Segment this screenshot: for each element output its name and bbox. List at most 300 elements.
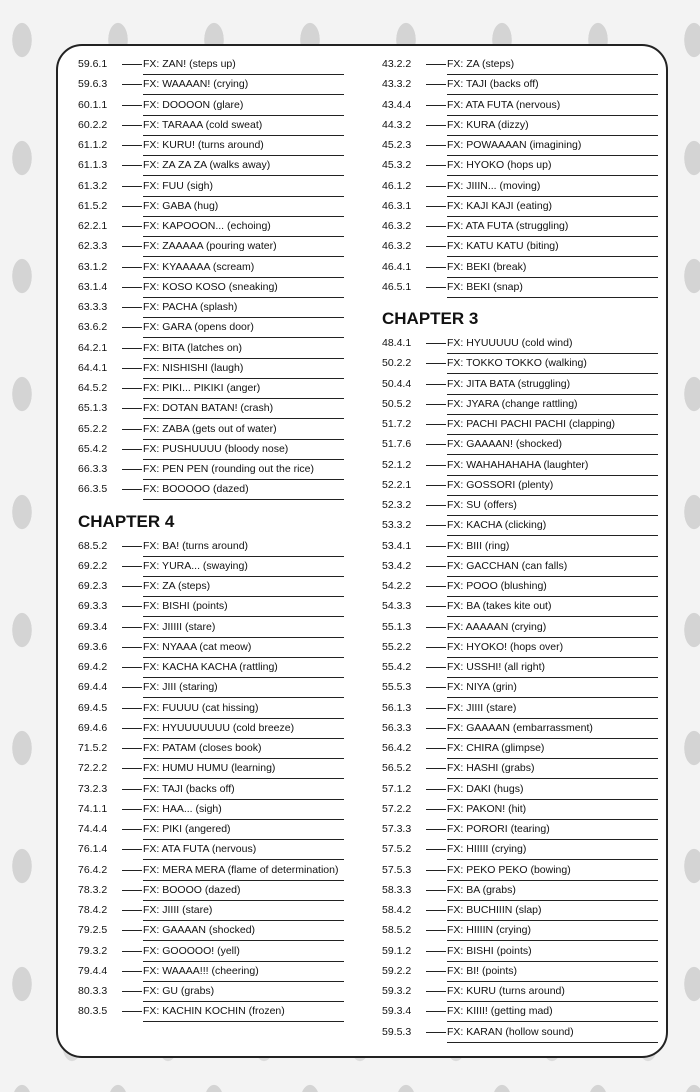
page-panel-code: 79.4.4 bbox=[78, 964, 108, 977]
leader-line bbox=[122, 388, 142, 389]
leader-line bbox=[426, 546, 446, 547]
sfx-translation: FX: DOTAN BATAN! (crash) bbox=[143, 402, 344, 419]
sfx-translation: FX: KYAAAAA (scream) bbox=[143, 261, 344, 278]
page-panel-code: 69.3.4 bbox=[78, 620, 108, 633]
list-item bbox=[382, 760, 658, 780]
sfx-translation: FX: GOOOOO! (yell) bbox=[143, 945, 344, 962]
sfx-translation: FX: HIIIII (crying) bbox=[447, 843, 658, 860]
leader-line bbox=[122, 408, 142, 409]
leader-line bbox=[426, 525, 446, 526]
list-item bbox=[382, 416, 658, 436]
list-item bbox=[382, 279, 658, 299]
page-panel-code: 46.3.1 bbox=[382, 199, 412, 212]
page-panel-code: 59.3.4 bbox=[382, 1005, 412, 1018]
leader-line bbox=[426, 789, 446, 790]
list-item bbox=[78, 380, 344, 400]
leader-line bbox=[122, 165, 142, 166]
list-item bbox=[382, 497, 658, 517]
list-item bbox=[382, 619, 658, 639]
sfx-translation: FX: JIIIII (stare) bbox=[143, 621, 344, 638]
sfx-translation: FX: GAAAAN! (shocked) bbox=[447, 438, 658, 455]
page-panel-code: 65.4.2 bbox=[78, 442, 108, 455]
leader-line bbox=[122, 327, 142, 328]
sfx-translation: FX: BITA (latches on) bbox=[143, 342, 344, 359]
leader-line bbox=[426, 748, 446, 749]
list-item bbox=[78, 319, 344, 339]
list-item bbox=[382, 157, 658, 177]
page-panel-code: 46.1.2 bbox=[382, 179, 412, 192]
leader-line bbox=[426, 606, 446, 607]
entry-group bbox=[78, 56, 344, 502]
sfx-translation: FX: KURA (dizzy) bbox=[447, 119, 658, 136]
leader-line bbox=[426, 829, 446, 830]
leader-line bbox=[122, 971, 142, 972]
sfx-translation: FX: BOOOOO (dazed) bbox=[143, 483, 344, 500]
leader-line bbox=[122, 84, 142, 85]
leader-line bbox=[426, 64, 446, 65]
sfx-translation: FX: USSHI! (all right) bbox=[447, 661, 658, 678]
leader-line bbox=[122, 870, 142, 871]
leader-line bbox=[122, 849, 142, 850]
page-panel-code: 66.3.5 bbox=[78, 483, 108, 496]
sfx-translation: FX: GACCHAN (can falls) bbox=[447, 560, 658, 577]
sfx-translation: FX: JIIIN... (moving) bbox=[447, 180, 658, 197]
page-panel-code: 80.3.5 bbox=[78, 1005, 108, 1018]
list-item bbox=[78, 157, 344, 177]
leader-line bbox=[426, 849, 446, 850]
sfx-translation: FX: FUUUU (cat hissing) bbox=[143, 702, 344, 719]
leader-line bbox=[122, 748, 142, 749]
sfx-translation: FX: FUU (sigh) bbox=[143, 180, 344, 197]
leader-line bbox=[122, 287, 142, 288]
page-panel-code: 59.5.3 bbox=[382, 1025, 412, 1038]
leader-line bbox=[122, 267, 142, 268]
page-panel-code: 50.5.2 bbox=[382, 397, 412, 410]
leader-line bbox=[426, 930, 446, 931]
list-item bbox=[78, 279, 344, 299]
page-panel-code: 45.3.2 bbox=[382, 159, 412, 172]
page-panel-code: 53.4.2 bbox=[382, 559, 412, 572]
page-panel-code: 56.1.3 bbox=[382, 701, 412, 714]
sfx-translation: FX: BA (takes kite out) bbox=[447, 600, 658, 617]
sfx-translation: FX: GABA (hug) bbox=[143, 200, 344, 217]
page-panel-code: 56.3.3 bbox=[382, 721, 412, 734]
list-item bbox=[382, 922, 658, 942]
chapter-heading: CHAPTER 3 bbox=[382, 309, 479, 328]
page-panel-code: 44.3.2 bbox=[382, 118, 412, 131]
page-panel-code: 72.2.2 bbox=[78, 762, 108, 775]
sfx-translation: FX: JYARA (change rattling) bbox=[447, 398, 658, 415]
list-item bbox=[78, 538, 344, 558]
page-panel-code: 61.3.2 bbox=[78, 179, 108, 192]
sfx-translation: FX: BI! (points) bbox=[447, 965, 658, 982]
sfx-translation: FX: CHIRA (glimpse) bbox=[447, 742, 658, 759]
leader-line bbox=[426, 404, 446, 405]
leader-line bbox=[426, 890, 446, 891]
list-item bbox=[78, 639, 344, 659]
leader-line bbox=[122, 246, 142, 247]
list-item bbox=[382, 639, 658, 659]
leader-line bbox=[426, 384, 446, 385]
page-panel-code: 56.5.2 bbox=[382, 762, 412, 775]
list-item bbox=[382, 376, 658, 396]
sfx-translation: FX: DAKI (hugs) bbox=[447, 783, 658, 800]
leader-line bbox=[426, 1032, 446, 1033]
list-item bbox=[78, 461, 344, 481]
leader-line bbox=[122, 647, 142, 648]
page-panel-code: 59.1.2 bbox=[382, 944, 412, 957]
list-item bbox=[78, 238, 344, 258]
sfx-translation: FX: NISHISHI (laugh) bbox=[143, 362, 344, 379]
page-panel-code: 61.1.3 bbox=[78, 159, 108, 172]
leader-line bbox=[426, 363, 446, 364]
page-panel-code: 57.5.2 bbox=[382, 843, 412, 856]
sfx-translation: FX: KURU (turns around) bbox=[447, 985, 658, 1002]
page-panel-code: 65.1.3 bbox=[78, 402, 108, 415]
list-item bbox=[78, 421, 344, 441]
page-panel-code: 69.4.6 bbox=[78, 721, 108, 734]
sfx-translation: FX: POWAAAAN (imagining) bbox=[447, 139, 658, 156]
list-item bbox=[382, 882, 658, 902]
sfx-translation: FX: BEKI (break) bbox=[447, 261, 658, 278]
sfx-translation: FX: WAHAHAHAHA (laughter) bbox=[447, 459, 658, 476]
leader-line bbox=[122, 348, 142, 349]
sfx-translation: FX: ZA ZA ZA (walks away) bbox=[143, 159, 344, 176]
page-panel-code: 59.3.2 bbox=[382, 985, 412, 997]
list-item bbox=[382, 558, 658, 578]
sfx-translation: FX: BIII (ring) bbox=[447, 540, 658, 557]
chapter-heading: CHAPTER 4 bbox=[78, 511, 175, 531]
leader-line bbox=[122, 586, 142, 587]
list-item bbox=[78, 781, 344, 801]
page-panel-code: 51.7.6 bbox=[382, 438, 412, 451]
list-item bbox=[78, 259, 344, 279]
leader-line bbox=[122, 186, 142, 187]
page-panel-code: 55.4.2 bbox=[382, 661, 412, 673]
leader-line bbox=[122, 951, 142, 952]
list-item bbox=[78, 821, 344, 841]
leader-line bbox=[426, 125, 446, 126]
list-item bbox=[78, 400, 344, 420]
sfx-translation: FX: KOSO KOSO (sneaking) bbox=[143, 281, 344, 298]
list-item bbox=[78, 841, 344, 861]
sfx-translation: FX: PIKI... PIKIKI (anger) bbox=[143, 382, 344, 399]
list-item bbox=[78, 679, 344, 699]
leader-line bbox=[122, 789, 142, 790]
leader-line bbox=[122, 606, 142, 607]
sfx-translation: FX: KARAN (hollow sound) bbox=[447, 1026, 658, 1043]
list-item bbox=[382, 218, 658, 238]
sfx-translation: FX: WAAAA!!! (cheering) bbox=[143, 965, 344, 982]
list-item bbox=[78, 198, 344, 218]
leader-line bbox=[122, 105, 142, 106]
page-panel-code: 59.2.2 bbox=[382, 964, 412, 977]
list-item bbox=[382, 117, 658, 137]
sfx-translation: FX: KATU KATU (biting) bbox=[447, 240, 658, 257]
page-panel-code: 43.2.2 bbox=[382, 58, 412, 70]
sfx-translation: FX: ATA FUTA (nervous) bbox=[447, 99, 658, 116]
page-panel-code: 63.1.2 bbox=[78, 260, 108, 273]
sfx-translation: FX: KURU! (turns around) bbox=[143, 139, 344, 156]
list-item bbox=[382, 963, 658, 983]
sfx-translation: FX: BOOOO (dazed) bbox=[143, 884, 344, 901]
page-panel-code: 79.3.2 bbox=[78, 944, 108, 957]
sfx-translation: FX: JITA BATA (struggling) bbox=[447, 378, 658, 395]
leader-line bbox=[122, 546, 142, 547]
list-item bbox=[382, 902, 658, 922]
list-item bbox=[382, 238, 658, 258]
page-panel-code: 59.6.1 bbox=[78, 58, 108, 70]
page-panel-code: 61.1.2 bbox=[78, 139, 108, 151]
list-item bbox=[382, 720, 658, 740]
leader-line bbox=[122, 728, 142, 729]
sfx-translation: FX: ATA FUTA (nervous) bbox=[143, 843, 344, 860]
sfx-translation: FX: HYOKO! (hops over) bbox=[447, 641, 658, 658]
page-panel-code: 59.6.3 bbox=[78, 78, 108, 91]
list-item bbox=[382, 457, 658, 477]
list-item bbox=[78, 740, 344, 760]
sfx-translation: FX: YURA... (swaying) bbox=[143, 560, 344, 577]
leader-line bbox=[122, 930, 142, 931]
list-item bbox=[78, 760, 344, 780]
sfx-translation: FX: PORORI (tearing) bbox=[447, 823, 658, 840]
list-item bbox=[78, 963, 344, 983]
leader-line bbox=[122, 768, 142, 769]
page-panel-code: 61.5.2 bbox=[78, 199, 108, 212]
page-panel-code: 69.4.5 bbox=[78, 701, 108, 714]
page-panel-code: 74.4.4 bbox=[78, 823, 108, 835]
sfx-translation: FX: JIIII (stare) bbox=[143, 904, 344, 921]
page-panel-code: 57.2.2 bbox=[382, 802, 412, 815]
list-item bbox=[382, 983, 658, 1003]
leader-line bbox=[426, 206, 446, 207]
sfx-translation: FX: NIYA (grin) bbox=[447, 681, 658, 698]
sfx-translation: FX: PIKI (angered) bbox=[143, 823, 344, 840]
list-item bbox=[382, 538, 658, 558]
page-panel-code: 78.3.2 bbox=[78, 883, 108, 896]
sfx-translation: FX: TAJI (backs off) bbox=[143, 783, 344, 800]
glossary-panel bbox=[56, 44, 668, 1058]
leader-line bbox=[122, 489, 142, 490]
sfx-translation: FX: ATA FUTA (struggling) bbox=[447, 220, 658, 237]
leader-line bbox=[426, 343, 446, 344]
sfx-translation: FX: BA! (turns around) bbox=[143, 540, 344, 557]
page-panel-code: 60.1.1 bbox=[78, 98, 108, 111]
leader-line bbox=[426, 566, 446, 567]
leader-line bbox=[122, 910, 142, 911]
list-item bbox=[78, 441, 344, 461]
leader-line bbox=[426, 667, 446, 668]
list-item bbox=[78, 882, 344, 902]
sfx-translation: FX: PACHA (splash) bbox=[143, 301, 344, 318]
list-item bbox=[382, 355, 658, 375]
list-item bbox=[78, 598, 344, 618]
sfx-translation: FX: NYAAA (cat meow) bbox=[143, 641, 344, 658]
list-item bbox=[382, 56, 658, 76]
list-item bbox=[78, 218, 344, 238]
list-item bbox=[382, 1003, 658, 1023]
sfx-translation: FX: KAJI KAJI (eating) bbox=[447, 200, 658, 217]
leader-line bbox=[122, 627, 142, 628]
page-panel-code: 55.5.3 bbox=[382, 681, 412, 694]
sfx-translation: FX: DOOOON (glare) bbox=[143, 99, 344, 116]
leader-line bbox=[426, 84, 446, 85]
leader-line bbox=[122, 145, 142, 146]
page-panel-code: 46.3.2 bbox=[382, 240, 412, 253]
leader-line bbox=[426, 505, 446, 506]
leader-line bbox=[122, 809, 142, 810]
page-panel-code: 69.2.2 bbox=[78, 559, 108, 572]
page-panel-code: 52.2.1 bbox=[382, 478, 412, 491]
list-item bbox=[382, 76, 658, 96]
sfx-translation: FX: BISHI (points) bbox=[143, 600, 344, 617]
sfx-translation: FX: TARAAA (cold sweat) bbox=[143, 119, 344, 136]
list-item bbox=[382, 821, 658, 841]
sfx-translation: FX: BEKI (snap) bbox=[447, 281, 658, 298]
leader-line bbox=[122, 667, 142, 668]
page-panel-code: 62.2.1 bbox=[78, 220, 108, 232]
sfx-translation: FX: GAAAAN (embarrassment) bbox=[447, 722, 658, 739]
page-panel-code: 63.3.3 bbox=[78, 301, 108, 313]
page-panel-code: 43.4.4 bbox=[382, 98, 412, 111]
page-panel-code: 55.2.2 bbox=[382, 640, 412, 653]
entry-group bbox=[382, 56, 658, 299]
page-panel-code: 57.5.3 bbox=[382, 863, 412, 876]
list-item bbox=[78, 943, 344, 963]
leader-line bbox=[122, 64, 142, 65]
sfx-translation: FX: ZABA (gets out of water) bbox=[143, 423, 344, 440]
page-panel-code: 52.3.2 bbox=[382, 499, 412, 511]
leader-line bbox=[426, 586, 446, 587]
list-item bbox=[382, 259, 658, 279]
leader-line bbox=[426, 287, 446, 288]
leader-line bbox=[122, 566, 142, 567]
leader-line bbox=[122, 307, 142, 308]
leader-line bbox=[122, 206, 142, 207]
list-item bbox=[78, 720, 344, 740]
page-panel-code: 80.3.3 bbox=[78, 985, 108, 997]
page-panel-code: 50.4.4 bbox=[382, 377, 412, 390]
page-panel-code: 58.5.2 bbox=[382, 924, 412, 937]
list-item bbox=[78, 801, 344, 821]
sfx-translation: FX: HASHI (grabs) bbox=[447, 762, 658, 779]
page-panel-code: 74.1.1 bbox=[78, 802, 108, 815]
list-item bbox=[78, 619, 344, 639]
page-panel-code: 76.4.2 bbox=[78, 863, 108, 876]
page-panel-code: 53.3.2 bbox=[382, 519, 412, 532]
list-item bbox=[382, 477, 658, 497]
page-panel-code: 43.3.2 bbox=[382, 78, 412, 91]
sfx-translation: FX: KIIII! (getting mad) bbox=[447, 1005, 658, 1022]
page-panel-code: 52.1.2 bbox=[382, 458, 412, 471]
list-item bbox=[78, 137, 344, 157]
page-panel-code: 57.1.2 bbox=[382, 782, 412, 795]
leader-line bbox=[426, 870, 446, 871]
sfx-translation: FX: GU (grabs) bbox=[143, 985, 344, 1002]
page-panel-code: 58.4.2 bbox=[382, 904, 412, 916]
list-item bbox=[382, 198, 658, 218]
list-item bbox=[382, 598, 658, 618]
leader-line bbox=[426, 105, 446, 106]
sfx-translation: FX: HYUUUUU (cold wind) bbox=[447, 337, 658, 354]
sfx-translation: FX: KACHIN KOCHIN (frozen) bbox=[143, 1005, 344, 1022]
page-panel-code: 48.4.1 bbox=[382, 337, 412, 349]
page-panel-code: 79.2.5 bbox=[78, 924, 108, 937]
page-panel-code: 71.5.2 bbox=[78, 742, 108, 754]
leader-line bbox=[122, 125, 142, 126]
list-item bbox=[78, 1003, 344, 1023]
list-item bbox=[78, 922, 344, 942]
sfx-translation: FX: ZA (steps) bbox=[143, 580, 344, 597]
list-item bbox=[382, 517, 658, 537]
page-panel-code: 46.4.1 bbox=[382, 260, 412, 273]
leader-line bbox=[426, 971, 446, 972]
sfx-translation: FX: JIIII (stare) bbox=[447, 702, 658, 719]
page-panel-code: 54.2.2 bbox=[382, 580, 412, 592]
list-item bbox=[78, 178, 344, 198]
list-item bbox=[382, 700, 658, 720]
leader-line bbox=[426, 991, 446, 992]
sfx-translation: FX: GAAAAN (shocked) bbox=[143, 924, 344, 941]
list-item bbox=[382, 862, 658, 882]
list-item bbox=[78, 862, 344, 882]
sfx-translation: FX: BISHI (points) bbox=[447, 945, 658, 962]
page-panel-code: 50.2.2 bbox=[382, 357, 412, 370]
page-panel-code: 69.4.2 bbox=[78, 661, 108, 673]
list-item bbox=[78, 97, 344, 117]
leader-line bbox=[426, 267, 446, 268]
list-item bbox=[382, 97, 658, 117]
page-panel-code: 64.4.1 bbox=[78, 361, 108, 374]
leader-line bbox=[426, 485, 446, 486]
list-item bbox=[382, 335, 658, 355]
list-item bbox=[382, 137, 658, 157]
page-panel-code: 51.7.2 bbox=[382, 418, 412, 430]
sfx-translation: FX: PEKO PEKO (bowing) bbox=[447, 864, 658, 881]
sfx-translation: FX: TOKKO TOKKO (walking) bbox=[447, 357, 658, 374]
leader-line bbox=[122, 829, 142, 830]
sfx-translation: FX: BUCHIIIN (slap) bbox=[447, 904, 658, 921]
page-panel-code: 76.1.4 bbox=[78, 843, 108, 856]
page-panel-code: 69.4.4 bbox=[78, 681, 108, 694]
list-item bbox=[382, 178, 658, 198]
list-item bbox=[382, 943, 658, 963]
left-column bbox=[78, 56, 344, 1024]
sfx-translation: FX: BA (grabs) bbox=[447, 884, 658, 901]
leader-line bbox=[122, 1011, 142, 1012]
page-panel-code: 78.4.2 bbox=[78, 904, 108, 916]
list-item bbox=[78, 299, 344, 319]
sfx-translation: FX: MERA MERA (flame of determination) bbox=[143, 864, 344, 881]
entry-group bbox=[382, 335, 658, 1044]
list-item bbox=[78, 481, 344, 501]
leader-line bbox=[426, 728, 446, 729]
sfx-translation: FX: HYOKO (hops up) bbox=[447, 159, 658, 176]
leader-line bbox=[426, 424, 446, 425]
list-item bbox=[78, 340, 344, 360]
sfx-translation: FX: JIII (staring) bbox=[143, 681, 344, 698]
leader-line bbox=[122, 991, 142, 992]
page-panel-code: 64.2.1 bbox=[78, 341, 108, 354]
page-panel-code: 53.4.1 bbox=[382, 539, 412, 552]
sfx-translation: FX: ZAN! (steps up) bbox=[143, 58, 344, 75]
sfx-translation: FX: KACHA KACHA (rattling) bbox=[143, 661, 344, 678]
sfx-translation: FX: POOO (blushing) bbox=[447, 580, 658, 597]
leader-line bbox=[426, 145, 446, 146]
page-panel-code: 65.2.2 bbox=[78, 422, 108, 435]
sfx-translation: FX: ZA (steps) bbox=[447, 58, 658, 75]
page-panel-code: 63.6.2 bbox=[78, 321, 108, 334]
